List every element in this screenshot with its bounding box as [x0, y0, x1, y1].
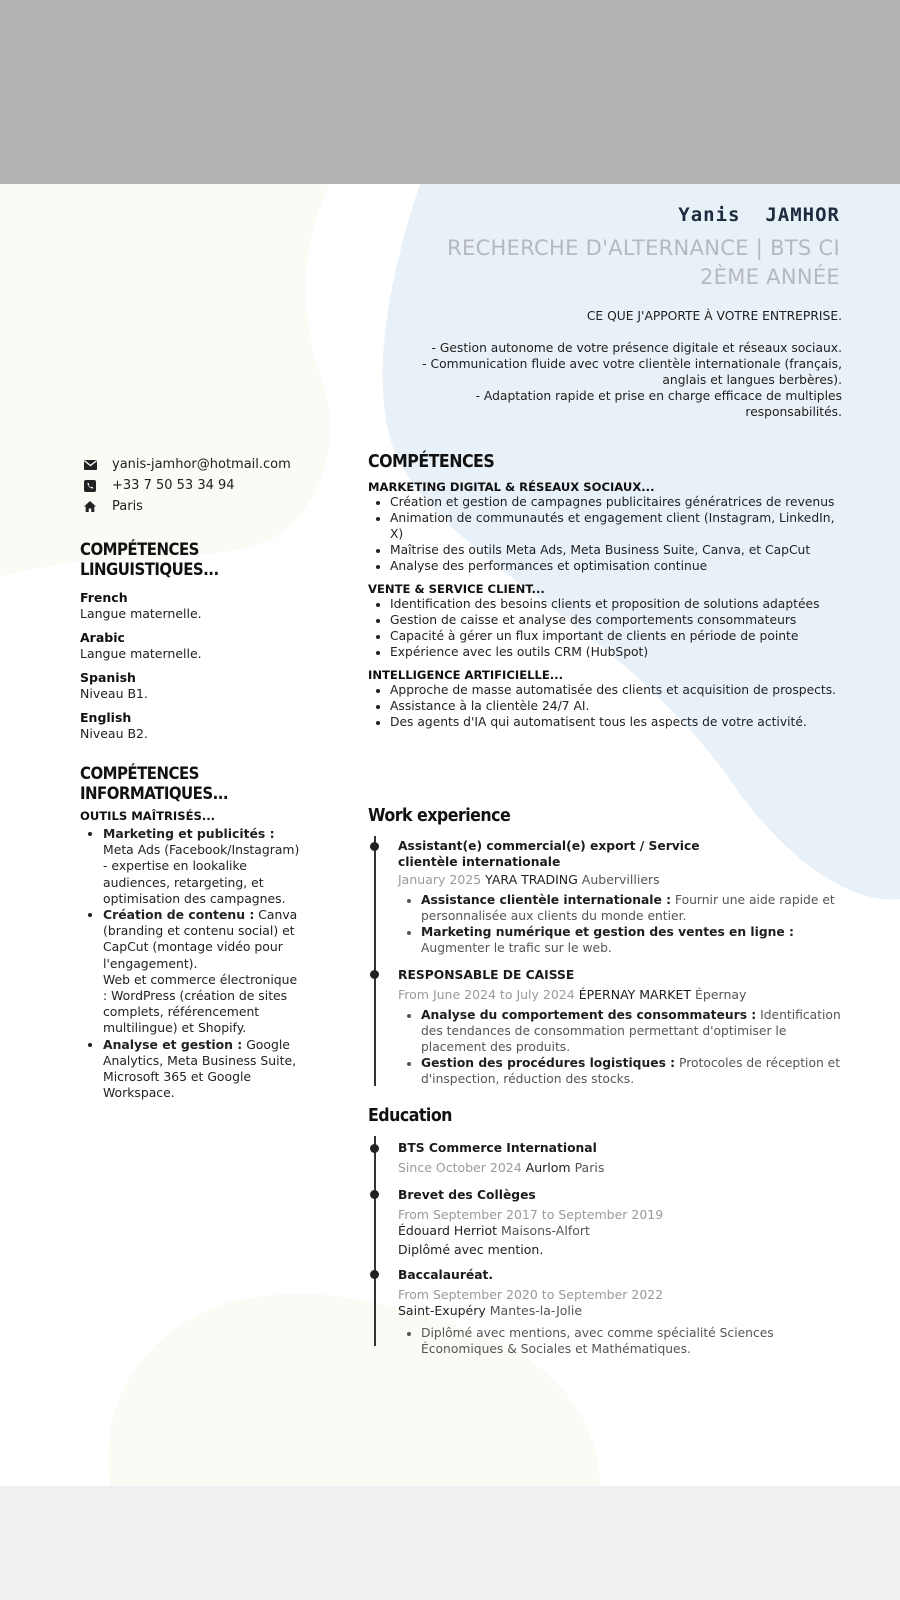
list-item [421, 924, 848, 956]
list-item [103, 907, 300, 1037]
job-date: January 2025 [398, 872, 482, 887]
language-level: Langue maternelle. [80, 646, 202, 661]
skills-section [368, 452, 848, 730]
job-bullets [398, 1007, 848, 1087]
contact-email-row[interactable] [84, 454, 324, 475]
education-section [368, 1106, 848, 1126]
language-level: Niveau B2. [80, 726, 148, 741]
list-item [421, 1007, 848, 1055]
education-entry [398, 1140, 848, 1176]
education-location: Paris [574, 1160, 605, 1175]
phone-icon [84, 480, 112, 492]
languages-title-line1: COMPÉTENCES [80, 540, 199, 560]
education-school: Saint-Exupéry [398, 1303, 486, 1318]
languages-title-line2: LINGUISTIQUES... [80, 560, 219, 580]
language-name: Arabic [80, 630, 125, 645]
education-meta [398, 1287, 848, 1319]
education-date: Since October 2024 [398, 1160, 522, 1175]
item-label: Marketing numérique et gestion des ventes en ligne : [421, 925, 794, 939]
item-text: Protocoles de réception et d'inspection, réduction des stocks. [421, 1056, 841, 1086]
item-text: Fournir une aide rapide et personnalisée aux clients du monde entier. [421, 893, 835, 923]
summary-line: - Adaptation rapide et prise en charge efficace de multiples [475, 389, 842, 403]
timeline-dot [370, 1144, 379, 1153]
education-entry [398, 1267, 848, 1357]
education-location: Maisons-Alfort [501, 1223, 590, 1238]
item-text: Augmenter le trafic sur le web. [421, 941, 612, 955]
skill-group-list [368, 682, 848, 730]
job-bullets [398, 892, 848, 956]
job-entry [398, 838, 848, 956]
item-text: Meta Ads (Facebook/Instagram) - expertise en lookalike audiences, retargeting, et optimisation des campagnes. [103, 842, 300, 906]
education-note: Diplômé avec mention. [398, 1242, 544, 1257]
language-level: Niveau B1. [80, 686, 148, 701]
job-meta [398, 872, 848, 888]
job-search-title-line1: RECHERCHE D'ALTERNANCE | BTS CI [447, 236, 840, 260]
item-label: Analyse du comportement des consommateurs : [421, 1008, 757, 1022]
skill-group-list [368, 596, 848, 660]
list-item: • Expérience avec les outils CRM (HubSpot) [390, 644, 848, 660]
list-item: • Identification des besoins clients et proposition de solutions adaptées [390, 596, 848, 612]
skill-group-title: VENTE & SERVICE CLIENT... [368, 582, 545, 596]
resume-page [0, 184, 900, 1486]
education-title-text: BTS Commerce International [398, 1141, 597, 1155]
list-item: • Animation de communautés et engagement client (Instagram, LinkedIn, X) [390, 510, 848, 542]
list-item: • Approche de masse automatisée des clients et acquisition de prospects. [390, 682, 848, 698]
list-item [103, 1037, 300, 1102]
envelope-icon [84, 460, 112, 470]
education-date: From September 2020 to September 2022 [398, 1287, 664, 1302]
timeline-dot [370, 1190, 379, 1199]
education-timeline [374, 1136, 376, 1346]
contact-phone-row[interactable] [84, 475, 324, 496]
job-title: RESPONSABLE DE CAISSE [398, 968, 575, 982]
experience-section [368, 806, 848, 826]
summary-line: - Gestion autonome de votre présence digitale et réseaux sociaux. [431, 341, 842, 355]
experience-timeline [374, 836, 376, 1086]
contact-city: Paris [112, 499, 143, 514]
summary [382, 308, 842, 420]
job-entry [398, 967, 848, 1087]
language-item [80, 710, 320, 742]
it-skills-title-line2: INFORMATIQUES... [80, 784, 229, 804]
timeline-dot [370, 1270, 379, 1279]
item-text: Google Analytics, Meta Business Suite, Microsoft 365 et Google Workspace. [103, 1036, 297, 1101]
education-school: Aurlom [525, 1160, 571, 1175]
education-meta [398, 1207, 848, 1239]
job-location: Épernay [695, 987, 747, 1002]
bottom-gray-area [0, 1486, 900, 1600]
list-item: • Des agents d'IA qui automatisent tous les aspects de votre activité. [390, 714, 848, 730]
job-search-title-line2: 2ÈME ANNÉE [699, 265, 840, 289]
item-text: Identification des tendances de consommation permettant d'optimiser le placement des produits. [421, 1008, 841, 1054]
job-meta [398, 987, 848, 1003]
list-item [103, 826, 300, 907]
language-item [80, 590, 320, 622]
language-name: English [80, 710, 132, 725]
contact-email[interactable]: yanis-jamhor@hotmail.com [112, 457, 291, 472]
list-item: • Diplômé avec mentions, avec comme spécialité Sciences Économiques & Sociales et Mathématiques. [421, 1325, 848, 1357]
item-label: Marketing et publicités : [103, 826, 275, 841]
education-location: Mantes-la-Jolie [489, 1303, 583, 1318]
item-extra: Web et commerce électronique : WordPress (création de sites complets, référencement multilingue) et Shopify. [103, 971, 298, 1036]
skill-group-title: INTELLIGENCE ARTIFICIELLE... [368, 668, 564, 682]
it-skills-list [80, 826, 300, 1101]
education-title: Education [368, 1105, 452, 1126]
job-title: Assistant(e) commercial(e) export / Service clientèle internationale [398, 839, 700, 869]
summary-title: CE QUE J'APPORTE À VOTRE ENTREPRISE. [586, 309, 842, 323]
education-meta [398, 1160, 848, 1176]
home-icon [84, 501, 112, 512]
summary-line: responsabilités. [745, 405, 842, 419]
it-skills-section [80, 764, 300, 1101]
list-item: • Assistance à la clientèle 24/7 AI. [390, 698, 848, 714]
job-date: From June 2024 to July 2024 [398, 987, 575, 1002]
item-text: Canva (branding et contenu social) et CapCut (montage vidéo pour l'engagement). [103, 907, 298, 971]
list-item: • Capacité à gérer un flux important de clients en période de pointe [390, 628, 848, 644]
list-item: • Création et gestion de campagnes publicitaires génératrices de revenus [390, 494, 848, 510]
skill-group-list [368, 494, 848, 574]
education-title-text: Baccalauréat. [398, 1268, 494, 1282]
language-item [80, 670, 320, 702]
item-label: Assistance clientèle internationale : [421, 893, 672, 907]
job-org: ÉPERNAY MARKET [578, 987, 692, 1002]
education-date: From September 2017 to September 2019 [398, 1207, 664, 1222]
experience-title: Work experience [368, 805, 511, 826]
education-school: Édouard Herriot [398, 1223, 498, 1238]
item-label: Analyse et gestion : [103, 1036, 243, 1052]
job-org: YARA TRADING [485, 872, 578, 887]
summary-line: - Communication fluide avec votre clientèle internationale (français, [422, 357, 842, 371]
list-item [421, 892, 848, 924]
contact-city-row [84, 496, 324, 517]
list-item: • Maîtrise des outils Meta Ads, Meta Business Suite, Canva, et CapCut [390, 542, 848, 558]
it-skills-title-line1: COMPÉTENCES [80, 764, 199, 784]
list-item [421, 1055, 848, 1087]
it-skills-subtitle: OUTILS MAÎTRISÉS... [80, 809, 216, 823]
list-item: • Analyse des performances et optimisation continue [390, 558, 848, 574]
candidate-name: Yanis JAMHOR [678, 204, 840, 226]
education-bullets [398, 1325, 848, 1357]
education-entry [398, 1187, 848, 1258]
summary-line: anglais et langues berbères). [662, 373, 842, 387]
item-label: Gestion des procédures logistiques : [421, 1056, 676, 1070]
contact-block [84, 454, 324, 517]
language-item [80, 630, 320, 662]
timeline-dot [370, 970, 379, 979]
skill-group-title: MARKETING DIGITAL & RÉSEAUX SOCIAUX... [368, 480, 655, 494]
language-level: Langue maternelle. [80, 606, 202, 621]
job-location: Aubervilliers [581, 872, 660, 887]
language-name: Spanish [80, 670, 136, 685]
education-title-text: Brevet des Collèges [398, 1188, 536, 1202]
skills-title: COMPÉTENCES [368, 451, 495, 472]
timeline-dot [370, 842, 379, 851]
list-item: • Gestion de caisse et analyse des comportements consommateurs [390, 612, 848, 628]
item-label: Création de contenu : [103, 907, 255, 923]
languages-section [80, 540, 320, 742]
top-gray-bar [0, 0, 900, 184]
language-name: French [80, 590, 128, 605]
contact-phone[interactable]: +33 7 50 53 34 94 [112, 478, 235, 493]
beige-blob-left [0, 184, 330, 576]
